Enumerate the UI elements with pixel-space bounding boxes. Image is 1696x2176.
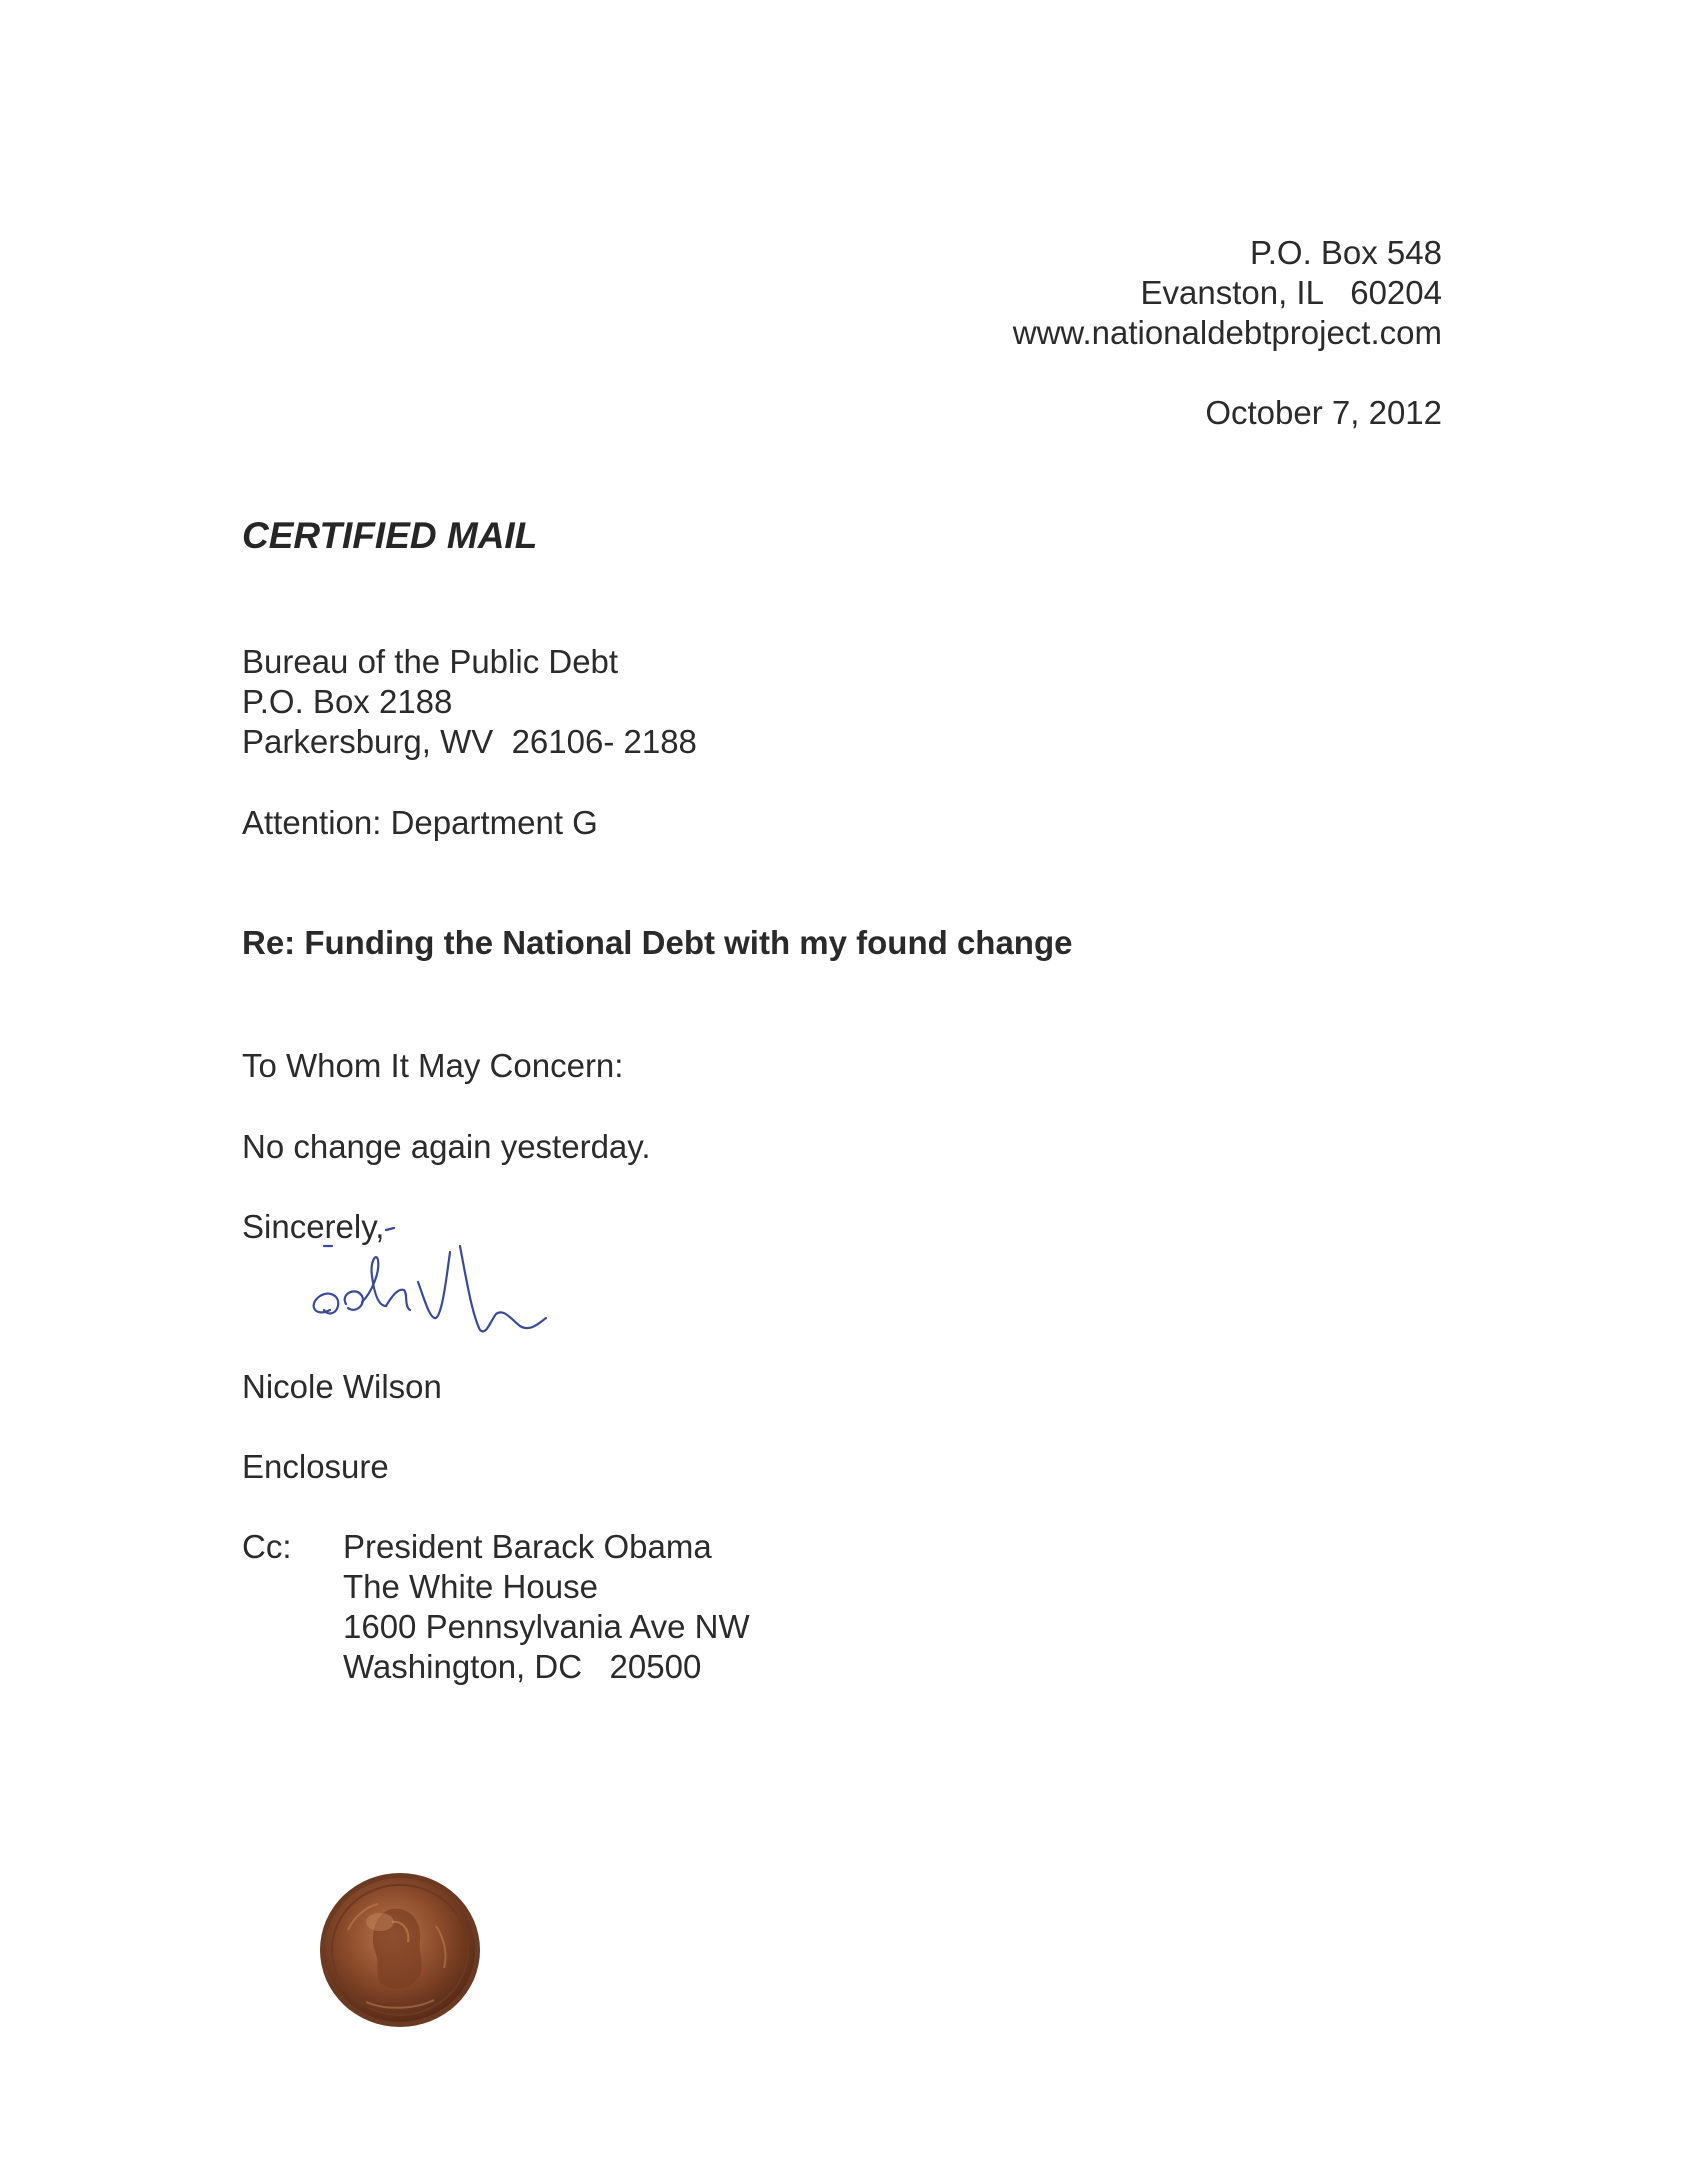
cc-city-state-zip: Washington, DC 20500	[343, 1648, 702, 1685]
cc-label: Cc:	[242, 1528, 292, 1565]
letter-body: No change again yesterday.	[242, 1128, 651, 1165]
cc-name: President Barack Obama	[343, 1528, 712, 1565]
attention-line: Attention: Department G	[242, 804, 598, 841]
sender-po-box: P.O. Box 548	[1249, 234, 1442, 271]
recipient-name: Bureau of the Public Debt	[242, 643, 619, 680]
enclosure-note: Enclosure	[242, 1448, 389, 1485]
cc-organization: The White House	[343, 1568, 598, 1605]
recipient-po-box: P.O. Box 2188	[242, 683, 453, 720]
salutation: To Whom It May Concern:	[242, 1047, 624, 1084]
sender-website: www.nationaldebtproject.com	[1012, 314, 1442, 351]
recipient-address	[242, 642, 697, 762]
cc-recipient	[343, 1527, 750, 1687]
recipient-city-state-zip: Parkersburg, WV 26106- 2188	[242, 723, 697, 760]
subject-line: Re: Funding the National Debt with my found change	[242, 924, 1073, 961]
signer-name: Nicole Wilson	[242, 1368, 442, 1405]
certified-mail-heading: CERTIFIED MAIL	[242, 515, 538, 556]
sender-address	[1013, 233, 1442, 353]
cc-street: 1600 Pennsylvania Ave NW	[343, 1608, 750, 1645]
sender-city-state-zip: Evanston, IL 60204	[1140, 274, 1442, 311]
penny-coin-image	[318, 1870, 482, 2030]
letter-date: October 7, 2012	[1205, 394, 1442, 431]
handwritten-signature	[300, 1222, 610, 1352]
closing: Sincerely,	[242, 1208, 385, 1245]
